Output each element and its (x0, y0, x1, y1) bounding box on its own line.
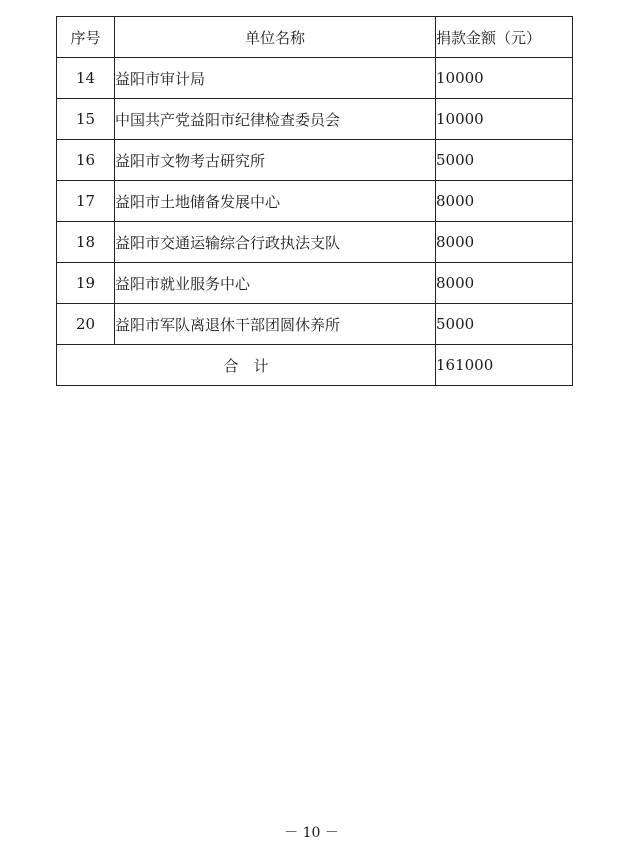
row-unit-name: 益阳市土地储备发展中心 (115, 181, 436, 222)
row-unit-name: 益阳市军队离退休干部团圆休养所 (115, 304, 436, 345)
row-index: 17 (57, 181, 115, 222)
row-unit-name: 益阳市文物考古研究所 (115, 140, 436, 181)
row-unit-name: 益阳市就业服务中心 (115, 263, 436, 304)
total-amount: 161000 (436, 345, 573, 386)
row-amount: 8000 (436, 222, 573, 263)
row-index: 14 (57, 58, 115, 99)
table-row (57, 99, 573, 140)
table-header-row (57, 17, 573, 58)
row-amount: 8000 (436, 181, 573, 222)
row-index: 16 (57, 140, 115, 181)
row-unit-name: 中国共产党益阳市纪律检查委员会 (115, 99, 436, 140)
table-row (57, 222, 573, 263)
table-row (57, 140, 573, 181)
row-unit-name: 益阳市交通运输综合行政执法支队 (115, 222, 436, 263)
table-row (57, 58, 573, 99)
row-unit-name: 益阳市审计局 (115, 58, 436, 99)
header-donation-amount: 捐款金额（元） (436, 17, 573, 58)
table-row (57, 181, 573, 222)
row-index: 20 (57, 304, 115, 345)
row-amount: 5000 (436, 304, 573, 345)
total-row (57, 345, 573, 386)
row-index: 15 (57, 99, 115, 140)
row-amount: 5000 (436, 140, 573, 181)
table-row (57, 263, 573, 304)
row-index: 19 (57, 263, 115, 304)
page-number: － 10 － (284, 825, 339, 841)
table-row (57, 304, 573, 345)
row-amount: 10000 (436, 99, 573, 140)
donation-table (56, 16, 573, 386)
row-amount: 10000 (436, 58, 573, 99)
row-index: 18 (57, 222, 115, 263)
row-amount: 8000 (436, 263, 573, 304)
header-index: 序号 (57, 17, 115, 58)
total-label: 合 计 (57, 345, 436, 386)
header-unit-name: 单位名称 (115, 17, 436, 58)
